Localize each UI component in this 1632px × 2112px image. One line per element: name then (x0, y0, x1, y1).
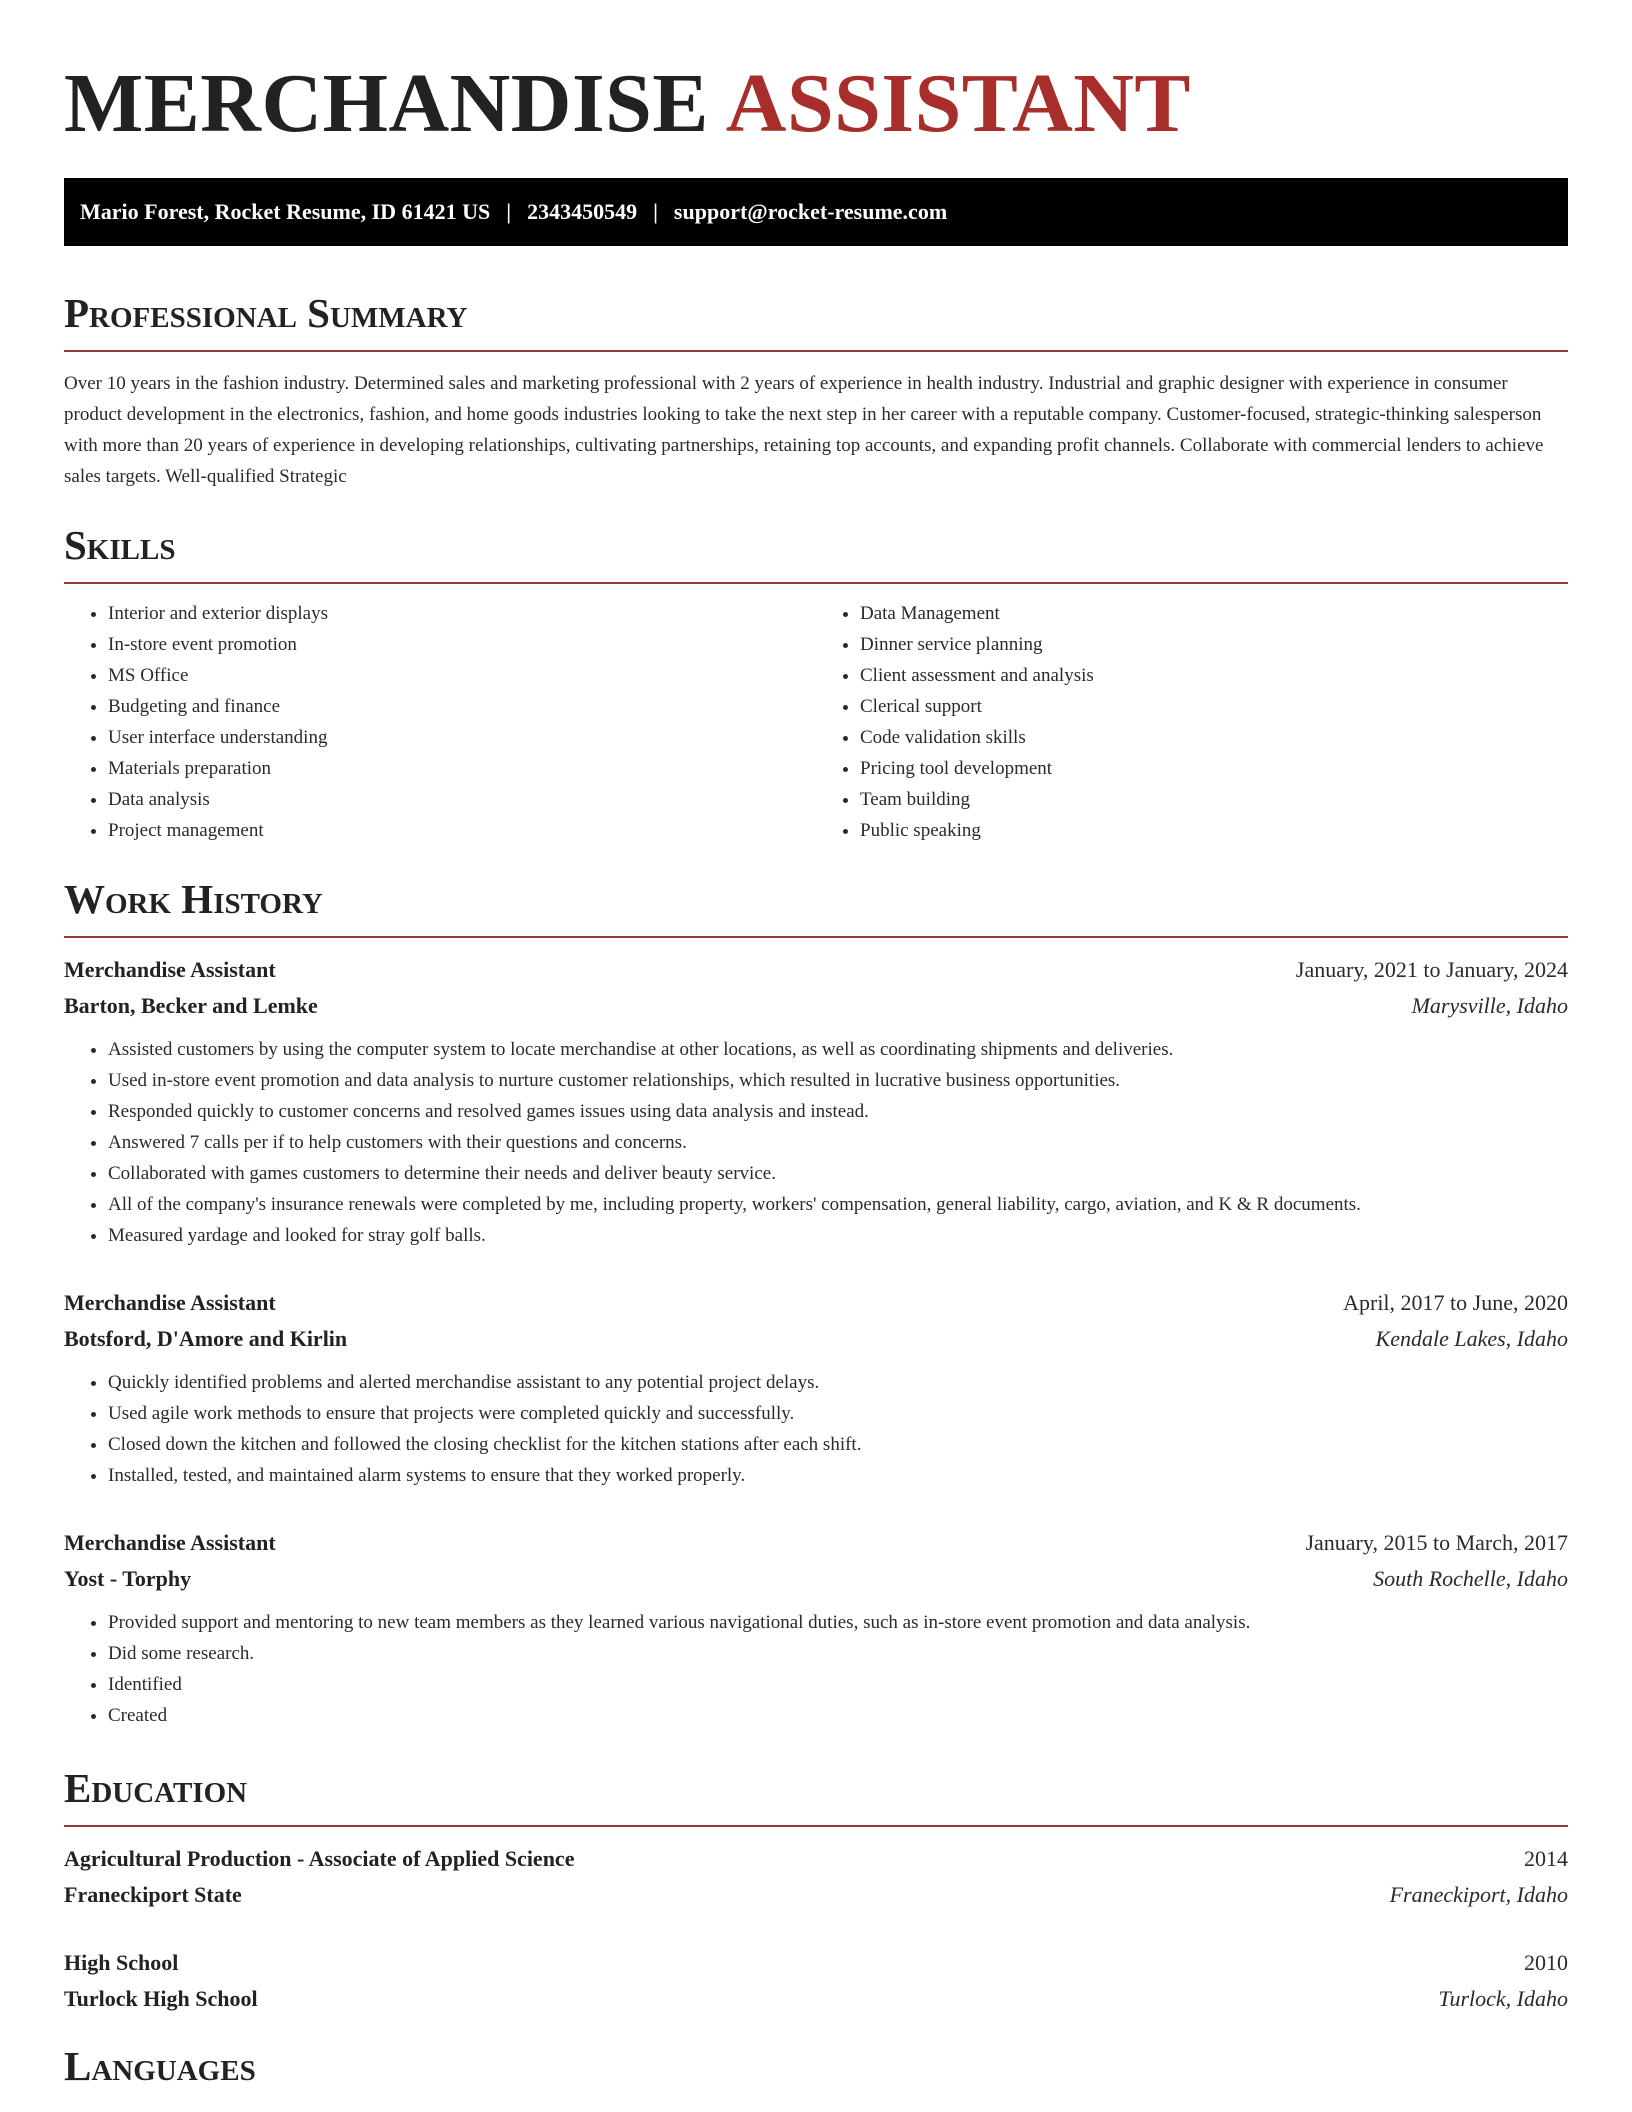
skill-item: • Data analysis (108, 784, 816, 815)
job-location: Marysville, Idaho (1411, 993, 1568, 1018)
work-history-heading: Work History (64, 876, 1568, 938)
job-entry (64, 1525, 1568, 1731)
job-bullet: • Installed, tested, and maintained alarm systems to ensure that they worked properly. (108, 1460, 1568, 1491)
resume-title (64, 0, 1568, 148)
skill-item: • User interface understanding (108, 722, 816, 753)
job-title-row (64, 1525, 1568, 1561)
job-dates: January, 2021 to January, 2024 (1295, 957, 1568, 982)
title-accent: ASSISTANT (725, 57, 1191, 150)
job-bullet: • Quickly identified problems and alerted merchandise assistant to any potential project delays. (108, 1367, 1568, 1398)
job-bullet: • Measured yardage and looked for stray golf balls. (108, 1220, 1568, 1251)
work-history-section (64, 876, 1568, 1731)
education-degree-row (64, 1841, 1568, 1877)
job-company-row (64, 1321, 1568, 1357)
job-dates: April, 2017 to June, 2020 (1343, 1290, 1568, 1315)
job-bullet: • Provided support and mentoring to new team members as they learned various navigational duties, such as in-store event promotion and data analysis. (108, 1607, 1568, 1638)
job-bullet: • Closed down the kitchen and followed the closing checklist for the kitchen stations after each shift. (108, 1429, 1568, 1460)
job-title: Merchandise Assistant (64, 1290, 276, 1315)
job-bullet: • Used agile work methods to ensure that projects were completed quickly and successfully. (108, 1398, 1568, 1429)
education-degree: High School (64, 1950, 179, 1975)
job-company-row (64, 1561, 1568, 1597)
education-location: Franeckiport, Idaho (1389, 1882, 1568, 1907)
job-dates: January, 2015 to March, 2017 (1305, 1530, 1568, 1555)
education-year: 2014 (1524, 1846, 1568, 1871)
skill-item: • Client assessment and analysis (860, 660, 1568, 691)
job-company: Barton, Becker and Lemke (64, 993, 318, 1018)
job-bullet: • Used in-store event promotion and data analysis to nurture customer relationships, which resulted in lucrative business opportunities. (108, 1065, 1568, 1096)
contact-bar (64, 178, 1568, 246)
job-company: Yost - Torphy (64, 1566, 192, 1591)
job-entry (64, 1285, 1568, 1491)
job-bullet: • Identified (108, 1669, 1568, 1700)
job-title: Merchandise Assistant (64, 1530, 276, 1555)
job-bullet: • All of the company's insurance renewals were completed by me, including property, workers' compensation, general liability, cargo, aviation, and K & R documents. (108, 1189, 1568, 1220)
skill-item: • MS Office (108, 660, 816, 691)
skills-heading: Skills (64, 522, 1568, 584)
education-school-row (64, 1877, 1568, 1913)
job-title: Merchandise Assistant (64, 957, 276, 982)
job-bullet: • Created (108, 1700, 1568, 1731)
skills-list-right (816, 598, 1568, 846)
skills-columns (64, 598, 1568, 846)
skill-item: • Project management (108, 815, 816, 846)
skill-item: • Public speaking (860, 815, 1568, 846)
skill-item: • In-store event promotion (108, 629, 816, 660)
skill-item: • Data Management (860, 598, 1568, 629)
job-bullets (64, 1367, 1568, 1491)
education-entry (64, 1945, 1568, 2017)
skill-item: • Interior and exterior displays (108, 598, 816, 629)
job-title-row (64, 1285, 1568, 1321)
education-year: 2010 (1524, 1950, 1568, 1975)
job-location: South Rochelle, Idaho (1373, 1566, 1568, 1591)
job-bullet: • Did some research. (108, 1638, 1568, 1669)
skill-item: • Materials preparation (108, 753, 816, 784)
job-bullets (64, 1034, 1568, 1251)
job-bullet: • Responded quickly to customer concerns and resolved games issues using data analysis and instead. (108, 1096, 1568, 1127)
job-bullets (64, 1607, 1568, 1731)
job-location: Kendale Lakes, Idaho (1375, 1326, 1568, 1351)
languages-section (64, 2043, 1568, 2103)
contact-separator: | (506, 199, 512, 224)
job-entry (64, 952, 1568, 1251)
education-school-row (64, 1981, 1568, 2017)
skills-section (64, 522, 1568, 846)
contact-phone: 2343450549 (527, 199, 638, 224)
languages-heading: Languages (64, 2043, 256, 2089)
job-bullet: • Collaborated with games customers to determine their needs and deliver beauty service. (108, 1158, 1568, 1189)
summary-section (64, 290, 1568, 492)
job-company-row (64, 988, 1568, 1024)
education-location: Turlock, Idaho (1438, 1986, 1568, 2011)
education-degree: Agricultural Production - Associate of Applied Science (64, 1846, 575, 1871)
education-degree-row (64, 1945, 1568, 1981)
summary-text: Over 10 years in the fashion industry. Determined sales and marketing professional with 2 years of experience in health industry. Industrial and graphic designer with experience in consumer product development in the electronics, fashion, and home goods industries looking to take the next step in her career with a reputable company. Customer-focused, strategic-thinking salesperson with more than 20 years of experience in developing relationships, cultivating partnerships, retaining top accounts, and expanding profit channels. Collaborate with commercial lenders to achieve sales targets. Well-qualified Strategic (64, 373, 1544, 487)
job-title-row (64, 952, 1568, 988)
education-school: Turlock High School (64, 1986, 258, 2011)
skill-item: • Team building (860, 784, 1568, 815)
education-entry (64, 1841, 1568, 1913)
summary-heading: Professional Summary (64, 290, 1568, 352)
skill-item: • Pricing tool development (860, 753, 1568, 784)
job-bullet: • Assisted customers by using the computer system to locate merchandise at other locations, as well as coordinating shipments and deliveries. (108, 1034, 1568, 1065)
job-company: Botsford, D'Amore and Kirlin (64, 1326, 348, 1351)
job-bullet: • Answered 7 calls per if to help customers with their questions and concerns. (108, 1127, 1568, 1158)
skills-list-left (64, 598, 816, 846)
skill-item: • Clerical support (860, 691, 1568, 722)
contact-separator: | (653, 199, 658, 224)
skill-item: • Code validation skills (860, 722, 1568, 753)
education-school: Franeckiport State (64, 1882, 242, 1907)
contact-email: support@rocket-resume.com (673, 199, 948, 224)
contact-address: Mario Forest, Rocket Resume, ID 61421 US (80, 199, 491, 224)
skill-item: • Dinner service planning (860, 629, 1568, 660)
title-main: MERCHANDISE (64, 57, 709, 150)
skill-item: • Budgeting and finance (108, 691, 816, 722)
education-heading: Education (64, 1765, 1568, 1827)
education-section (64, 1765, 1568, 2017)
